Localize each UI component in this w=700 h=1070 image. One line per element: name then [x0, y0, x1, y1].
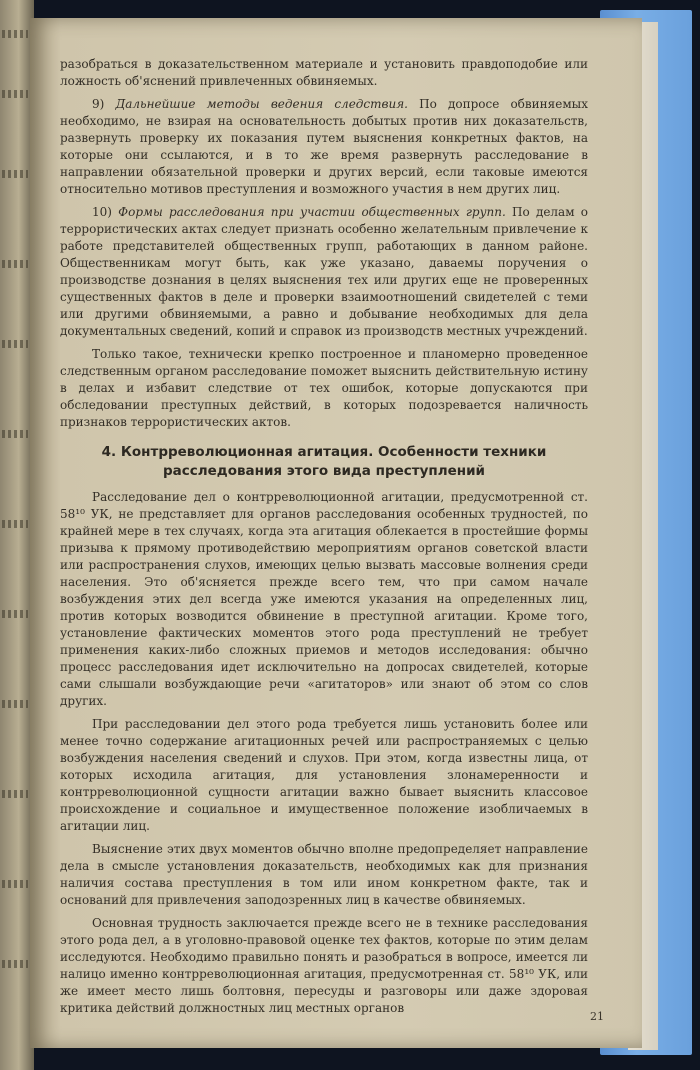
item-9-number: 9) [92, 97, 105, 111]
item-9-text: По допросе обвиняемых необходимо, не взирая на основательность добытых против них доказательств, развернуть проверку их показания путем выяснения конкретных фактов, на которые они ссылаются, и в то же время развернуть расследование в направлении обязательной проверки и других версий, если таковые имеются относительно мотивов преступления и возможного участия в нем других лиц. [60, 97, 588, 196]
paragraph-continuation: разобраться в доказательственном материале и установить правдоподобие или ложность об'яснений привлеченных обвиняемых. [60, 57, 588, 88]
book-page [30, 18, 642, 1048]
paragraph-item-10 [60, 204, 588, 340]
item-10-text: По делам о террористических актах следует признать особенно желательным привлечение к работе представителей общественных групп, работающих в данном районе. Общественникам могут быть, как уже указано, даваемы поручения о производстве дознания в целях выяснения тех или других еще не проверенных существенных фактов в деле и проверки взаимоотношений свидетелей с теми или другими обвиняемыми, а равно и добывание необходимых для дела документальных сведений, копий и справок из производств местных учреждений. [60, 205, 588, 338]
paragraph-section-4: Основная трудность заключается прежде всего не в технике расследования этого рода дел, а в уголовно-правовой оценке тех фактов, которые по этим делам исследуются. Необходимо правильно понять и разобраться в вопросе, имеется ли налицо именно контрреволюционная агитация, предусмотренная ст. 58¹⁰ УК, или же имеет место лишь болтовня, пересуды и разговоры или даже здоровая критика действий должностных лиц местных органов [60, 916, 588, 1015]
item-10-title: Формы расследования при участии общественных групп. [118, 205, 506, 219]
section-title-line1: Контрреволюционная агитация. Особенности техники [120, 444, 547, 460]
paragraph-section-3: Выяснение этих двух моментов обычно вполне предопределяет направление дела в смысле установления доказательств, необходимых как для признания наличия состава преступления в том или ином конкретном факте, так и оснований для привлечения заподозренных лиц в качестве обвиняемых. [60, 842, 588, 907]
item-9-title: Дальнейшие методы ведения следствия. [115, 97, 408, 111]
page-content [60, 56, 588, 1017]
section-heading [60, 443, 588, 481]
paragraph-section-1: Расследование дел о контрреволюционной агитации, предусмотренной ст. 58¹⁰ УК, не представляет для органов расследования особенных трудностей, по крайней мере в тех случаях, когда эта агитация облекается в простейшие формы призыва к прямому противодействию мероприятиям органов советской власти или распространения слухов, имеющих целью вызвать массовые волнения среди населения. Это об'ясняется прежде всего тем, что при самом начале возбуждения этих дел всегда уже имеются указания на определенных лиц, против которых возводится обвинение в преступной агитации. Кроме того, установление фактических моментов этого рода преступлений не требует применения каких-либо сложных приемов и методов исследования: обычно процесс расследования идет исключительно на допросах свидетелей, которые сами слышали возбуждающие речи «агитаторов» или знают об этом со слов других. [60, 490, 588, 708]
left-page-edge [0, 0, 34, 1070]
item-10-number: 10) [92, 205, 112, 219]
paragraph-section-2: При расследовании дел этого рода требуется лишь установить более или менее точно содержание агитационных речей или распространяемых с целью возбуждения населения сведений и слухов. При этом, когда известны лица, от которых исходила агитация, для установления злонамеренности и контрреволюционной сущности агитации важно бывает выяснить классовое происхождение и социальное и имущественное положение изобличаемых в агитации лиц. [60, 717, 588, 833]
page-number: 21 [590, 1010, 604, 1023]
paragraph-item-9 [60, 96, 588, 198]
section-number: 4. [101, 444, 117, 460]
paragraph-conclusion: Только такое, технически крепко построенное и планомерно проведенное следственным органом расследование поможет выяснить действительную истину в делах и избавит следствие от тех ошибок, которые допускаются при обследовании преступных действий, в которых подозревается наличность признаков террористических актов. [60, 347, 588, 429]
section-title-line2: расследования этого вида преступлений [162, 463, 486, 479]
